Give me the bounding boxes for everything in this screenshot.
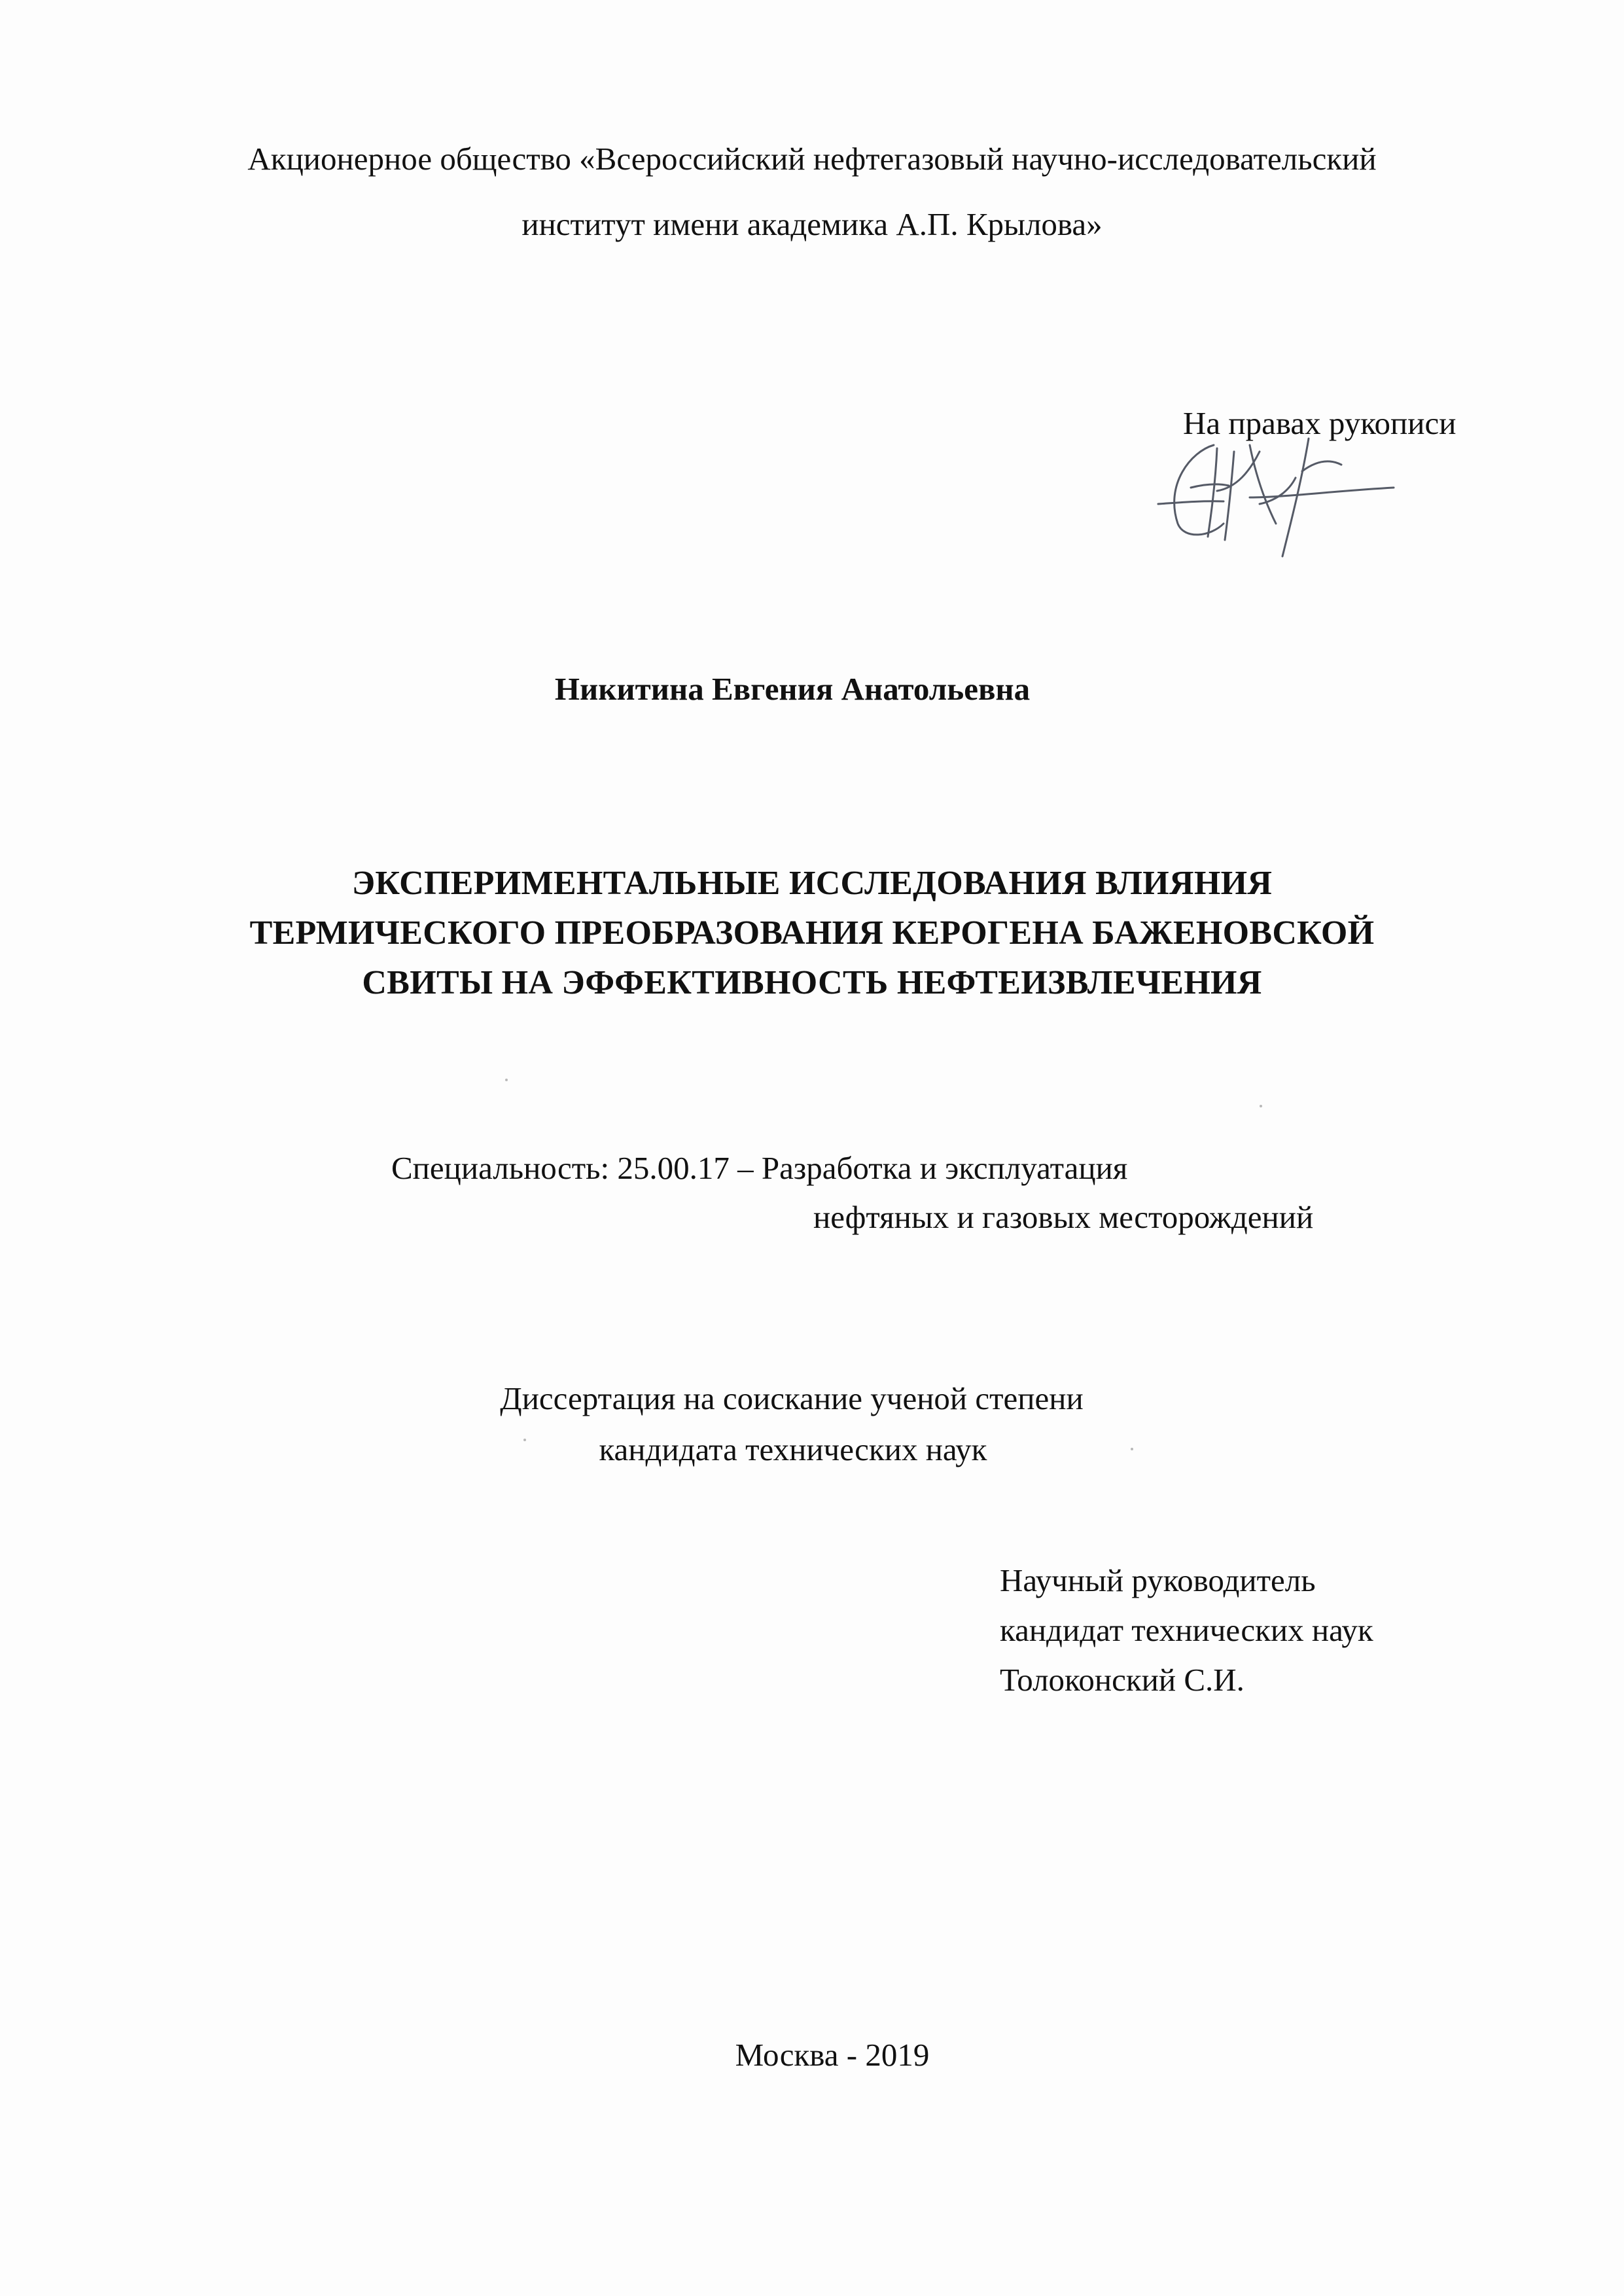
organization-line-1: Акционерное общество «Всероссийский нефтегазовый научно-исследовательский <box>247 141 1377 177</box>
title-line-2: ТЕРМИЧЕСКОГО ПРЕОБРАЗОВАНИЯ КЕРОГЕНА БАЖЕНОВСКОЙ <box>249 914 1375 952</box>
scan-speck <box>1131 1448 1133 1450</box>
supervisor-degree: кандидат технических наук <box>1000 1612 1373 1648</box>
supervisor-name: Толоконский С.И. <box>1000 1662 1244 1698</box>
author-name: Никитина Евгения Анатольевна <box>554 671 1031 707</box>
degree-line-1: Диссертация на соискание ученой степени <box>500 1380 1084 1416</box>
manuscript-note: На правах рукописи <box>1183 405 1456 441</box>
organization-line-2: институт имени академика А.П. Крылова» <box>521 206 1103 242</box>
scan-speck <box>505 1079 508 1081</box>
signature-icon <box>1152 425 1400 563</box>
place-year: Москва - 2019 <box>735 2037 930 2073</box>
specialty-line-2: нефтяных и газовых месторождений <box>813 1199 1314 1235</box>
supervisor-role: Научный руководитель <box>1000 1562 1316 1598</box>
scan-speck <box>523 1439 526 1441</box>
title-line-1: ЭКСПЕРИМЕНТАЛЬНЫЕ ИССЛЕДОВАНИЯ ВЛИЯНИЯ <box>351 865 1273 902</box>
scan-speck <box>1260 1105 1262 1107</box>
title-line-3: СВИТЫ НА ЭФФЕКТИВНОСТЬ НЕФТЕИЗВЛЕЧЕНИЯ <box>362 964 1262 1001</box>
specialty-line-1: Специальность: 25.00.17 – Разработка и эксплуатация <box>391 1150 1128 1186</box>
degree-line-2: кандидата технических наук <box>599 1431 987 1467</box>
